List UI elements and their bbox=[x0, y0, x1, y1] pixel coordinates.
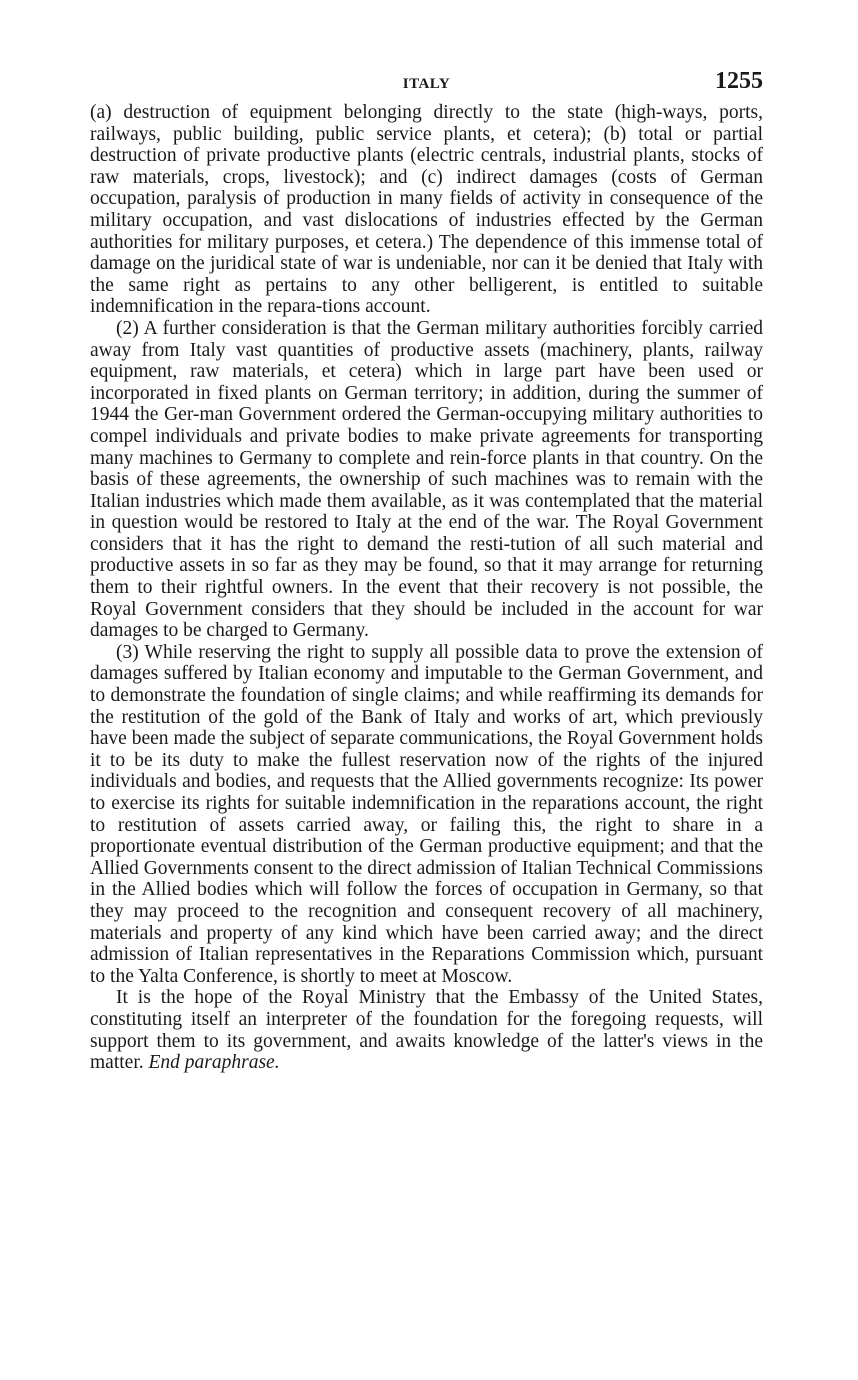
running-header bbox=[90, 62, 763, 102]
page-number: 1255 bbox=[715, 68, 763, 94]
closing-text: It is the hope of the Royal Ministry that the Embassy of the United States, constituting itself an interpreter of the foundation for the foregoing requests, will support them to its government, and awaits knowledge of the latter's views in the matter. bbox=[90, 987, 763, 1074]
paragraph-point-2: (2) A further consideration is that the German military authorities forcibly carried away from Italy vast quantities of productive assets (machinery, plants, railway equipment, raw materials, et cetera) which in large part have been used or incorporated in fixed plants on German territory; in addition, during the summer of 1944 the Ger-man Government ordered the German-occupying military authorities to compel individuals and private bodies to make private agreements for transporting many machines to Germany to complete and rein-force plants in that country. On the basis of these agreements, the ownership of such machines was to remain with the Italian industries which made them available, as it was contemplated that the material in question would be restored to Italy at the end of the war. The Royal Government considers that it has the right to demand the resti-tution of all such material and productive assets in so far as they may be found, so that it may arrange for returning them to their rightful owners. In the event that their recovery is not possible, the Royal Government considers that they should be included in the account for war damages to be charged to Germany. bbox=[90, 317, 763, 642]
running-title: ITALY bbox=[402, 76, 451, 92]
paragraph-point-3: (3) While reserving the right to supply all possible data to prove the extension of damages suffered by Italian economy and imputable to the German Government, and to demonstrate the foundation of single claims; and while reaffirming its demands for the restitution of the gold of the Bank of Italy and works of art, which previously have been made the subject of separate communications, the Royal Government holds it to be its duty to make the fullest reservation now of the rights of the injured individuals and bodies, and requests that the Allied governments recognize: Its power to exercise its rights for suitable indemnification in the reparations account, the right to restitution of assets carried away, or failing this, the right to share in a proportionate eventual distribution of the German productive equipment; and that the Allied Governments consent to the direct admission of Italian Technical Commissions in the Allied bodies which will follow the forces of occupation in Germany, so that they may proceed to the recognition and consequent recovery of all machinery, materials and property of any kind which have been carried away; and the direct admission of Italian representatives in the Reparations Commission which, pursuant to the Yalta Conference, is shortly to meet at Moscow. bbox=[90, 641, 763, 987]
end-paraphrase-note: End paraphrase. bbox=[148, 1052, 280, 1074]
paragraph-damages-list: (a) destruction of equipment belonging directly to the state (high-ways, ports, railways, public building, public service plants, et cetera); (b) total or partial destruction of private productive plants (electric centrals, industrial plants, stocks of raw materials, crops, livestock); and (c) indirect damages (costs of German occupation, paralysis of production in many fields of activity in consequence of the military occupation, and vast dislocations of industries effected by the German authorities for military purposes, et cetera.) The dependence of this immense total of damage on the juridical state of war is undeniable, nor can it be denied that Italy with the same right as pertains to any other belligerent, is entitled to suitable indemnification in the repara-tions account. bbox=[90, 102, 763, 318]
document-page bbox=[90, 62, 763, 1074]
body-text bbox=[90, 102, 763, 1074]
paragraph-closing bbox=[90, 987, 763, 1073]
